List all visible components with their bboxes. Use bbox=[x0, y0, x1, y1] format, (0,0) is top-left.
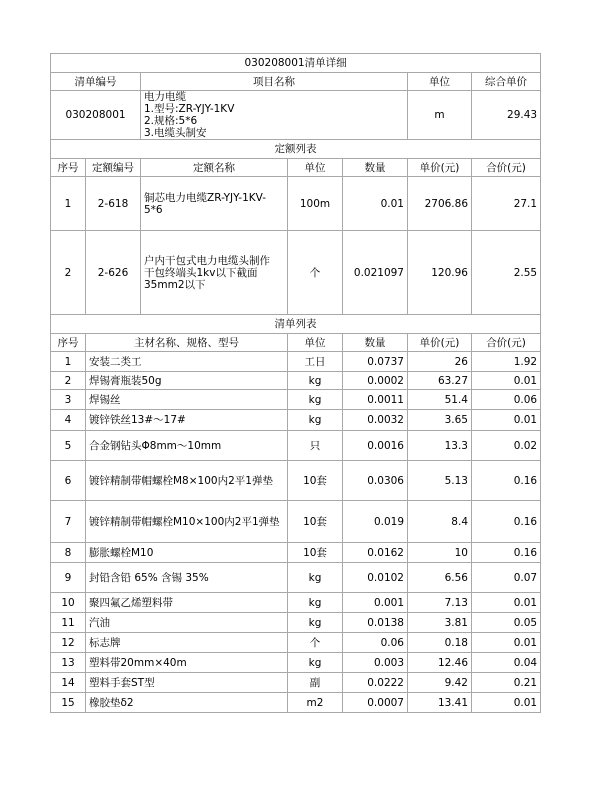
material-name: 膨胀螺栓M10 bbox=[86, 543, 288, 563]
material-qty: 0.0032 bbox=[343, 410, 408, 431]
material-total: 0.01 bbox=[472, 633, 541, 653]
quota-price: 120.96 bbox=[408, 231, 472, 315]
material-total: 0.06 bbox=[472, 390, 541, 410]
material-row bbox=[51, 693, 541, 713]
material-no: 13 bbox=[51, 653, 86, 673]
bill-unit: m bbox=[408, 91, 472, 140]
material-section-title: 清单列表 bbox=[51, 315, 541, 334]
material-name: 安装二类工 bbox=[86, 352, 288, 372]
material-row bbox=[51, 501, 541, 543]
material-qty-header: 数量 bbox=[343, 334, 408, 352]
material-row bbox=[51, 653, 541, 673]
material-unit: kg bbox=[288, 372, 343, 390]
quota-price: 2706.86 bbox=[408, 177, 472, 231]
quota-unit-header: 单位 bbox=[288, 159, 343, 177]
material-total: 0.02 bbox=[472, 431, 541, 461]
material-name: 镀锌精制带帽螺栓M8×100内2平1弹垫 bbox=[86, 461, 288, 501]
material-total: 0.16 bbox=[472, 461, 541, 501]
material-no: 12 bbox=[51, 633, 86, 653]
quota-row bbox=[51, 177, 541, 231]
material-qty: 0.0162 bbox=[343, 543, 408, 563]
material-total-header: 合价(元) bbox=[472, 334, 541, 352]
material-qty: 0.003 bbox=[343, 653, 408, 673]
bill-unit-header: 单位 bbox=[408, 73, 472, 91]
material-qty: 0.001 bbox=[343, 593, 408, 613]
quota-code: 2-618 bbox=[86, 177, 141, 231]
title-row bbox=[51, 54, 541, 73]
material-no: 11 bbox=[51, 613, 86, 633]
material-no: 6 bbox=[51, 461, 86, 501]
material-no: 8 bbox=[51, 543, 86, 563]
material-no: 5 bbox=[51, 431, 86, 461]
material-unit: kg bbox=[288, 410, 343, 431]
material-total: 0.16 bbox=[472, 501, 541, 543]
material-no-header: 序号 bbox=[51, 334, 86, 352]
material-price: 5.13 bbox=[408, 461, 472, 501]
material-no: 10 bbox=[51, 593, 86, 613]
quota-no: 1 bbox=[51, 177, 86, 231]
material-qty: 0.06 bbox=[343, 633, 408, 653]
material-row bbox=[51, 673, 541, 693]
material-total: 0.01 bbox=[472, 593, 541, 613]
material-name: 镀锌铁丝13#～17# bbox=[86, 410, 288, 431]
material-price-header: 单价(元) bbox=[408, 334, 472, 352]
material-price: 13.41 bbox=[408, 693, 472, 713]
quota-total: 2.55 bbox=[472, 231, 541, 315]
material-qty: 0.0222 bbox=[343, 673, 408, 693]
quota-header-row bbox=[51, 159, 541, 177]
material-name: 合金钢钻头Φ8mm～10mm bbox=[86, 431, 288, 461]
quota-qty-header: 数量 bbox=[343, 159, 408, 177]
material-unit: kg bbox=[288, 653, 343, 673]
bill-detail-sheet bbox=[50, 53, 540, 713]
bill-name: 电力电缆 1.型号:ZR-YJY-1KV 2.规格:5*6 3.电缆头制安 bbox=[141, 91, 408, 140]
material-qty: 0.0737 bbox=[343, 352, 408, 372]
material-total: 0.21 bbox=[472, 673, 541, 693]
material-total: 0.16 bbox=[472, 543, 541, 563]
material-name: 塑料手套ST型 bbox=[86, 673, 288, 693]
material-section-row bbox=[51, 315, 541, 334]
material-qty: 0.0306 bbox=[343, 461, 408, 501]
material-price: 9.42 bbox=[408, 673, 472, 693]
material-unit: 工日 bbox=[288, 352, 343, 372]
quota-unit: 个 bbox=[288, 231, 343, 315]
material-price: 0.18 bbox=[408, 633, 472, 653]
material-unit: 10套 bbox=[288, 501, 343, 543]
quota-name: 铜芯电力电缆ZR-YJY-1KV-5*6 bbox=[141, 177, 288, 231]
material-row bbox=[51, 431, 541, 461]
material-unit: kg bbox=[288, 390, 343, 410]
quota-unit: 100m bbox=[288, 177, 343, 231]
material-price: 3.65 bbox=[408, 410, 472, 431]
material-price: 3.81 bbox=[408, 613, 472, 633]
quota-total: 27.1 bbox=[472, 177, 541, 231]
material-row bbox=[51, 633, 541, 653]
material-unit: 10套 bbox=[288, 461, 343, 501]
material-qty: 0.0002 bbox=[343, 372, 408, 390]
material-name: 聚四氟乙烯塑料带 bbox=[86, 593, 288, 613]
material-no: 4 bbox=[51, 410, 86, 431]
quota-section-row bbox=[51, 140, 541, 159]
bill-detail-table bbox=[50, 53, 541, 713]
material-unit: 个 bbox=[288, 633, 343, 653]
quota-total-header: 合价(元) bbox=[472, 159, 541, 177]
material-header-row bbox=[51, 334, 541, 352]
material-unit: m2 bbox=[288, 693, 343, 713]
quota-code-header: 定额编号 bbox=[86, 159, 141, 177]
material-unit: kg bbox=[288, 613, 343, 633]
material-no: 2 bbox=[51, 372, 86, 390]
material-row bbox=[51, 372, 541, 390]
quota-name-header: 定额名称 bbox=[141, 159, 288, 177]
material-qty: 0.0011 bbox=[343, 390, 408, 410]
material-name: 焊锡丝 bbox=[86, 390, 288, 410]
material-no: 15 bbox=[51, 693, 86, 713]
quota-code: 2-626 bbox=[86, 231, 141, 315]
material-total: 0.01 bbox=[472, 372, 541, 390]
quota-qty: 0.021097 bbox=[343, 231, 408, 315]
bill-name-header: 项目名称 bbox=[141, 73, 408, 91]
material-no: 7 bbox=[51, 501, 86, 543]
material-name: 焊锡膏瓶装50g bbox=[86, 372, 288, 390]
bill-price-header: 综合单价 bbox=[472, 73, 541, 91]
quota-no: 2 bbox=[51, 231, 86, 315]
material-no: 1 bbox=[51, 352, 86, 372]
bill-code-header: 清单编号 bbox=[51, 73, 141, 91]
material-row bbox=[51, 563, 541, 593]
material-name: 橡胶垫δ2 bbox=[86, 693, 288, 713]
material-row bbox=[51, 593, 541, 613]
material-total: 0.01 bbox=[472, 693, 541, 713]
quota-qty: 0.01 bbox=[343, 177, 408, 231]
material-total: 0.04 bbox=[472, 653, 541, 673]
material-price: 12.46 bbox=[408, 653, 472, 673]
material-no: 14 bbox=[51, 673, 86, 693]
material-row bbox=[51, 613, 541, 633]
quota-row bbox=[51, 231, 541, 315]
material-unit: 10套 bbox=[288, 543, 343, 563]
material-unit: kg bbox=[288, 563, 343, 593]
material-price: 7.13 bbox=[408, 593, 472, 613]
material-name: 汽油 bbox=[86, 613, 288, 633]
quota-name: 户内干包式电力电缆头制作 干包终端头1kv以下截面 35mm2以下 bbox=[141, 231, 288, 315]
material-qty: 0.0007 bbox=[343, 693, 408, 713]
material-price: 63.27 bbox=[408, 372, 472, 390]
material-name: 镀锌精制带帽螺栓M10×100内2平1弹垫 bbox=[86, 501, 288, 543]
bill-price: 29.43 bbox=[472, 91, 541, 140]
material-row bbox=[51, 410, 541, 431]
material-total: 0.05 bbox=[472, 613, 541, 633]
material-qty: 0.0102 bbox=[343, 563, 408, 593]
material-unit: 只 bbox=[288, 431, 343, 461]
material-price: 26 bbox=[408, 352, 472, 372]
material-unit: 副 bbox=[288, 673, 343, 693]
quota-section-title: 定额列表 bbox=[51, 140, 541, 159]
bill-code: 030208001 bbox=[51, 91, 141, 140]
material-total: 0.01 bbox=[472, 410, 541, 431]
material-name-header: 主材名称、规格、型号 bbox=[86, 334, 288, 352]
bill-header-row bbox=[51, 73, 541, 91]
quota-no-header: 序号 bbox=[51, 159, 86, 177]
material-row bbox=[51, 461, 541, 501]
material-price: 6.56 bbox=[408, 563, 472, 593]
material-total: 0.07 bbox=[472, 563, 541, 593]
material-name: 塑料带20mm×40m bbox=[86, 653, 288, 673]
material-name: 标志牌 bbox=[86, 633, 288, 653]
material-no: 9 bbox=[51, 563, 86, 593]
material-row bbox=[51, 543, 541, 563]
material-name: 封铅含铅 65% 含锡 35% bbox=[86, 563, 288, 593]
material-price: 8.4 bbox=[408, 501, 472, 543]
material-row bbox=[51, 390, 541, 410]
material-no: 3 bbox=[51, 390, 86, 410]
material-total: 1.92 bbox=[472, 352, 541, 372]
quota-price-header: 单价(元) bbox=[408, 159, 472, 177]
material-unit: kg bbox=[288, 593, 343, 613]
material-price: 51.4 bbox=[408, 390, 472, 410]
material-price: 13.3 bbox=[408, 431, 472, 461]
material-unit-header: 单位 bbox=[288, 334, 343, 352]
material-row bbox=[51, 352, 541, 372]
bill-row bbox=[51, 91, 541, 140]
material-qty: 0.0016 bbox=[343, 431, 408, 461]
material-qty: 0.019 bbox=[343, 501, 408, 543]
material-price: 10 bbox=[408, 543, 472, 563]
sheet-title: 030208001清单详细 bbox=[51, 54, 541, 73]
material-qty: 0.0138 bbox=[343, 613, 408, 633]
